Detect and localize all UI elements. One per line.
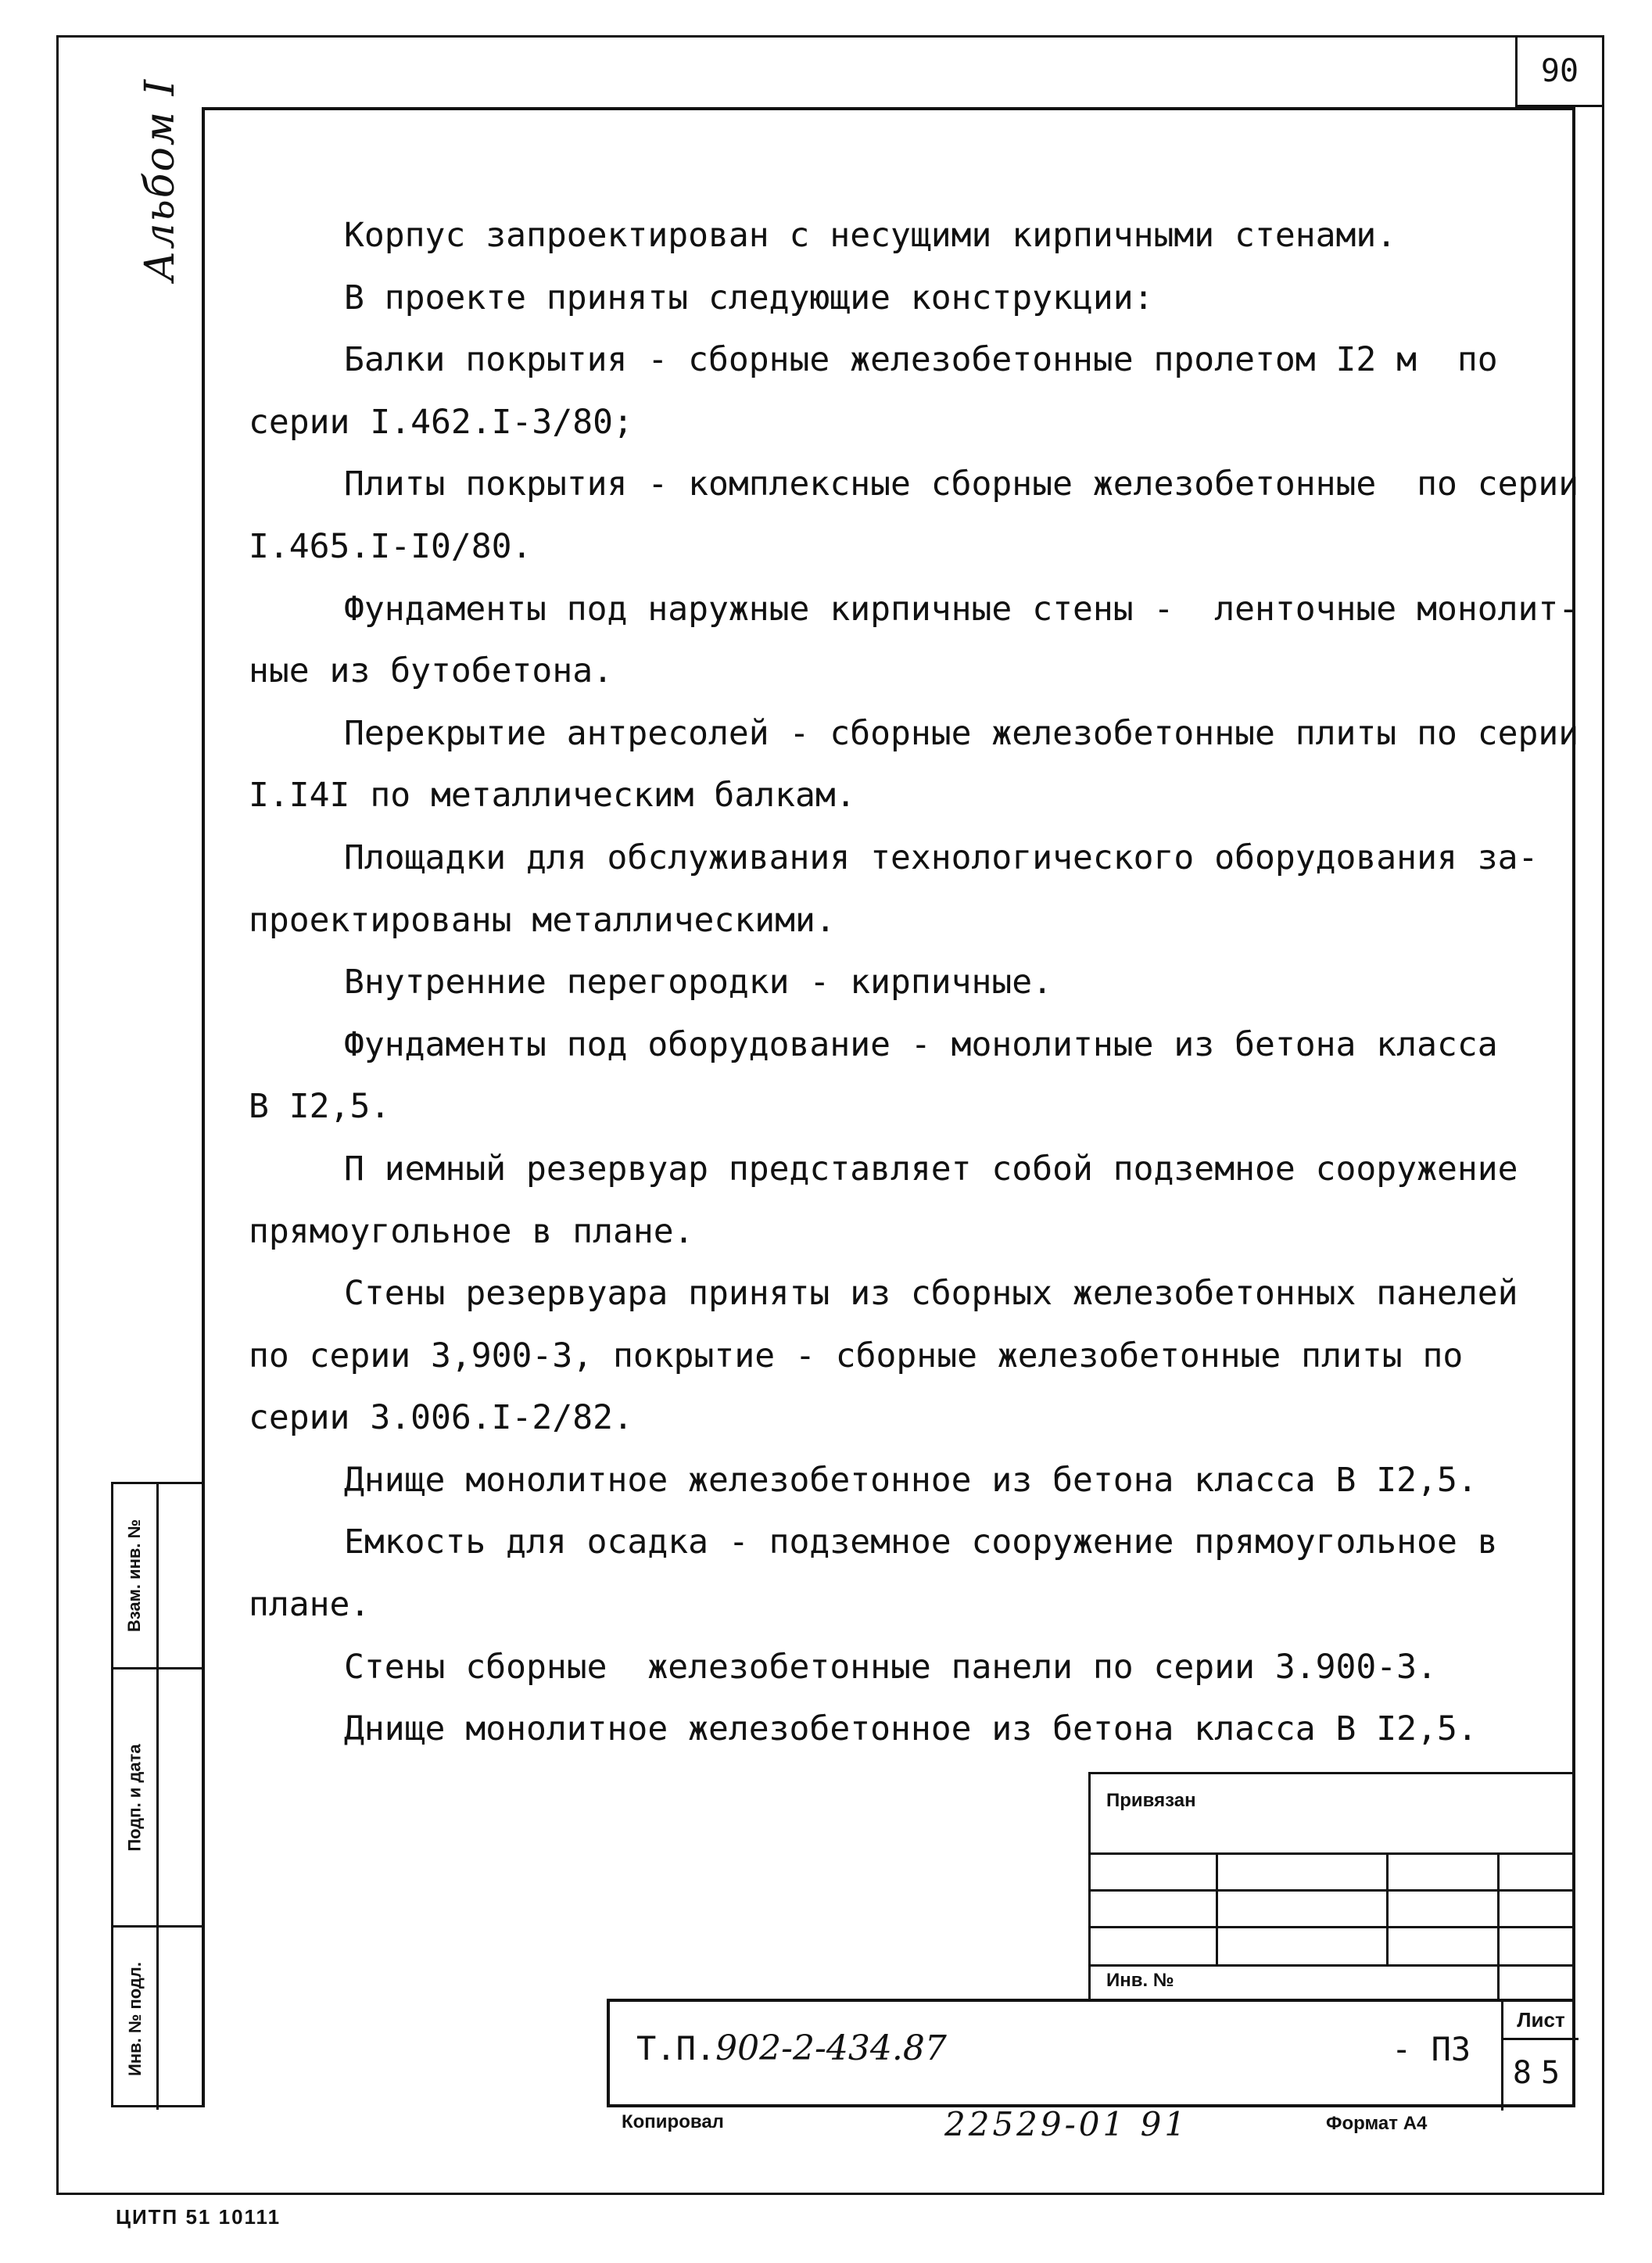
body-line: В I2,5. bbox=[249, 1087, 391, 1127]
doc-code-prefix: Т.П. bbox=[636, 2029, 716, 2068]
body-line: Днище монолитное железобетонное из бетона класса В I2,5. bbox=[344, 1460, 1478, 1500]
side-cell-podp-data bbox=[113, 1669, 159, 1928]
body-line: Днище монолитное железобетонное из бетона класса В I2,5. bbox=[344, 1709, 1478, 1749]
body-line: серии 3.006.I-2/82. bbox=[249, 1398, 633, 1438]
stamp-col-rule bbox=[1497, 1852, 1500, 2001]
privyazan-label: Привязан bbox=[1106, 1790, 1196, 1811]
side-stamp bbox=[111, 1482, 202, 2107]
body-line: серии I.462.I-3/80; bbox=[249, 402, 633, 442]
body-line: прямоугольное в плане. bbox=[249, 1211, 694, 1251]
body-line: по серии 3,900-3, покрытие - сборные железобетонные плиты по bbox=[249, 1336, 1464, 1375]
body-line: Стены сборные железобетонные панели по серии 3.900-3. bbox=[344, 1647, 1437, 1687]
sheet-number: 85 bbox=[1512, 2054, 1570, 2091]
body-line: Площадки для обслуживания технологического оборудования за- bbox=[344, 837, 1539, 877]
side-field-inv-podl bbox=[159, 1928, 204, 2110]
sheet-column bbox=[1501, 2002, 1579, 2111]
doc-code-number: 902-2-434.87 bbox=[715, 2028, 947, 2068]
sheet-label: Лист bbox=[1503, 2002, 1579, 2040]
body-line: I.I4I по металлическим балкам. bbox=[249, 776, 856, 816]
body-line: П иемный резервуар представляет собой подземное сооружение bbox=[344, 1149, 1518, 1189]
stamp-rule bbox=[1091, 1926, 1575, 1928]
stamp-rule bbox=[1091, 1889, 1575, 1892]
side-cell-inv-podl bbox=[113, 1928, 159, 2110]
binding-stamp bbox=[1088, 1772, 1575, 1999]
body-line: Корпус запроектирован с несущими кирпичными стенами. bbox=[344, 216, 1397, 255]
body-line: В проекте приняты следующие конструкции: bbox=[344, 278, 1154, 317]
body-line: плане. bbox=[249, 1585, 371, 1625]
side-field-vzam-inv bbox=[159, 1484, 204, 1669]
body-line: Плиты покрытия - комплексные сборные железобетонные по серии bbox=[344, 464, 1579, 504]
body-line: ные из бутобетона. bbox=[249, 651, 613, 691]
stamp-col-rule bbox=[1386, 1852, 1389, 1964]
side-label-inv-podl: Инв. № подл. bbox=[124, 1961, 145, 2076]
stamp-rule bbox=[1091, 1852, 1575, 1855]
format-label: Формат А4 bbox=[1326, 2113, 1428, 2134]
title-block bbox=[607, 1999, 1575, 2107]
body-line: Фундаменты под оборудование - монолитные из бетона класса bbox=[344, 1024, 1498, 1064]
body-line: Фундаменты под наружные кирпичные стены - ленточные монолит- bbox=[344, 589, 1579, 629]
album-label: Альбом I bbox=[137, 77, 184, 282]
inv-no-label: Инв. № bbox=[1106, 1970, 1174, 1991]
body-line: Стены резервуара приняты из сборных железобетонных панелей bbox=[344, 1274, 1518, 1314]
org-code: ЦИТП 51 10111 bbox=[116, 2205, 281, 2229]
side-label-vzam-inv: Взам. инв. № bbox=[124, 1519, 145, 1633]
side-cell-vzam-inv bbox=[113, 1484, 159, 1669]
body-line: I.465.I-I0/80. bbox=[249, 526, 532, 566]
stamp-rule bbox=[1091, 1964, 1575, 1967]
doc-code bbox=[636, 2028, 947, 2068]
body-line: проектированы металлическими. bbox=[249, 900, 836, 940]
body-line: Балки покрытия - сборные железобетонные пролетом I2 м по bbox=[344, 340, 1498, 380]
document-body bbox=[249, 205, 1579, 1761]
body-line: Внутренние перегородки - кирпичные. bbox=[344, 963, 1053, 1002]
body-line: Перекрытие антресолей - сборные железобетонные плиты по серии bbox=[344, 713, 1579, 753]
side-label-podp-data: Подп. и дата bbox=[124, 1743, 145, 1852]
page-number: 90 bbox=[1515, 35, 1604, 107]
copied-label: Копировал bbox=[622, 2111, 724, 2132]
body-line: Емкость для осадка - подземное сооружение прямоугольное в bbox=[344, 1522, 1498, 1562]
doc-type: - ПЗ bbox=[1392, 2030, 1471, 2068]
stamp-col-rule bbox=[1216, 1852, 1218, 1964]
side-field-podp-data bbox=[159, 1669, 204, 1928]
order-number: 22529-01 91 bbox=[944, 2105, 1189, 2143]
